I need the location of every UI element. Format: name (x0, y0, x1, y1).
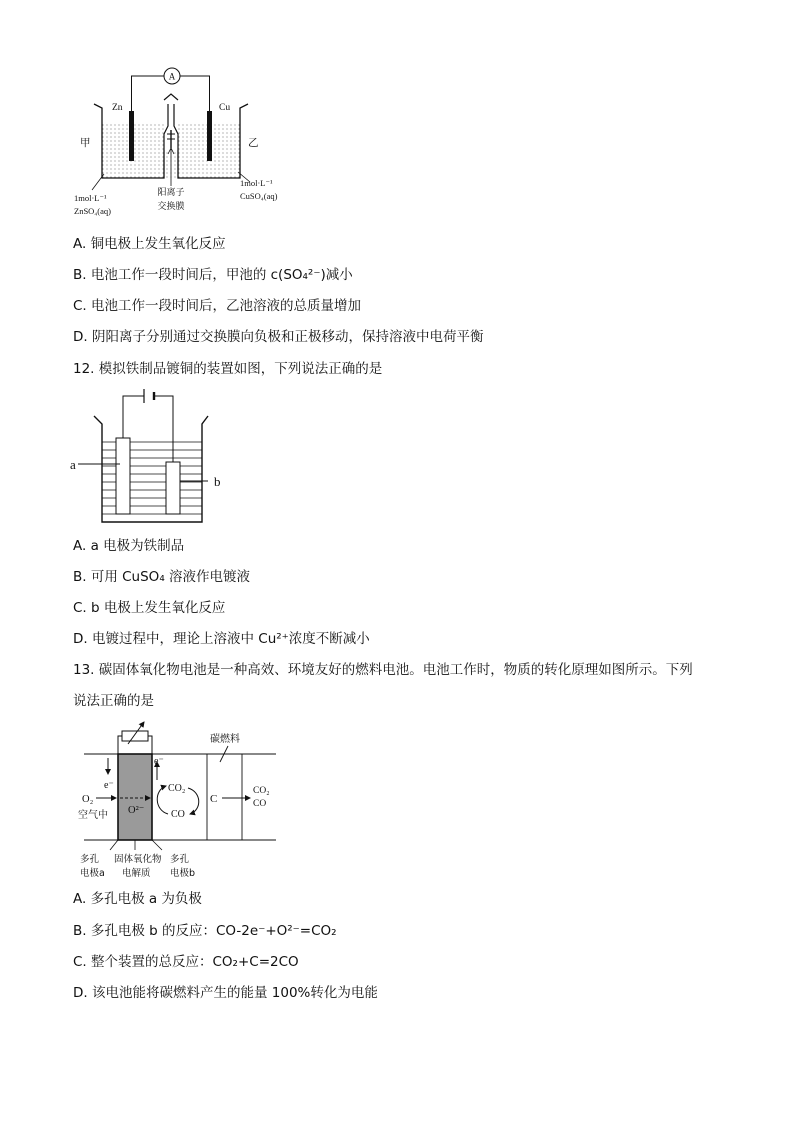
resistor-icon (122, 731, 148, 741)
electroplating-figure (68, 386, 238, 528)
svg-text:CO: CO (171, 809, 185, 820)
galvanic-cell-figure (70, 64, 310, 224)
q12-option-a: A. a 电极为铁制品 (73, 538, 185, 554)
q11-option-b: B. 电池工作一段时间后，甲池的 c(SO₄²⁻)减小 (73, 267, 353, 283)
svg-text:O²⁻: O²⁻ (128, 805, 145, 816)
svg-text:1mol·L⁻¹: 1mol·L⁻¹ (240, 178, 273, 188)
q13-option-c: C. 整个装置的总反应：CO₂+C=2CO (73, 954, 299, 970)
svg-text:CuSO₄(aq): CuSO₄(aq) (240, 191, 278, 201)
svg-text:A: A (168, 71, 176, 82)
q12-option-c: C. b 电极上发生氧化反应 (73, 600, 226, 616)
q12-stem: 12. 模拟铁制品镀铜的装置如图，下列说法正确的是 (73, 361, 383, 377)
q11-option-d: D. 阴阳离子分别通过交换膜向负极和正极移动，保持溶液中电荷平衡 (73, 329, 484, 345)
svg-text:Zn: Zn (112, 103, 123, 113)
svg-text:CO₂: CO₂ (168, 783, 186, 794)
svg-text:e⁻: e⁻ (104, 780, 114, 791)
svg-text:b: b (214, 474, 221, 489)
svg-text:电极b: 电极b (170, 868, 196, 879)
q11-option-a: A. 铜电极上发生氧化反应 (73, 236, 226, 252)
q13-stem-line2: 说法正确的是 (73, 693, 154, 709)
q13-option-b: B. 多孔电极 b 的反应：CO-2e⁻+O²⁻=CO₂ (73, 923, 337, 939)
svg-text:甲: 甲 (80, 137, 91, 149)
svg-text:多孔: 多孔 (170, 854, 190, 865)
cu-electrode (207, 111, 212, 161)
svg-text:交换膜: 交换膜 (157, 202, 185, 212)
svg-text:阳离子: 阳离子 (157, 188, 185, 198)
q12-option-d: D. 电镀过程中，理论上溶液中 Cu²⁺浓度不断减小 (73, 631, 370, 647)
q13-option-a: A. 多孔电极 a 为负极 (73, 891, 202, 907)
svg-text:a: a (70, 457, 76, 472)
svg-text:CO: CO (253, 799, 267, 809)
svg-text:Cu: Cu (219, 103, 231, 113)
svg-text:e⁻: e⁻ (154, 756, 164, 767)
svg-text:CO₂: CO₂ (253, 786, 270, 796)
svg-text:碳燃料: 碳燃料 (210, 734, 240, 745)
q13-option-d: D. 该电池能将碳燃料产生的能量 100%转化为电能 (73, 985, 378, 1001)
svg-text:空气中: 空气中 (78, 810, 108, 821)
svg-text:电解质: 电解质 (122, 868, 151, 879)
q12-option-b: B. 可用 CuSO₄ 溶液作电镀液 (73, 569, 251, 585)
carbon-fuel-cell-figure (70, 716, 280, 882)
q13-stem-line1: 13. 碳固体氧化物电池是一种高效、环境友好的燃料电池。电池工作时，物质的转化原理如图所示。下列 (73, 662, 693, 678)
svg-text:多孔: 多孔 (80, 854, 100, 865)
svg-text:O₂: O₂ (82, 794, 94, 805)
svg-text:ZnSO₄(aq): ZnSO₄(aq) (74, 206, 111, 216)
solid-electrolyte (118, 754, 152, 840)
electrode-b (166, 462, 180, 514)
svg-text:1mol·L⁻¹: 1mol·L⁻¹ (74, 193, 107, 203)
svg-text:C: C (210, 793, 218, 805)
svg-text:电极a: 电极a (80, 868, 105, 879)
electrode-a (116, 438, 130, 514)
svg-text:固体氧化物: 固体氧化物 (114, 854, 162, 865)
q11-option-c: C. 电池工作一段时间后，乙池溶液的总质量增加 (73, 298, 362, 314)
svg-text:乙: 乙 (248, 137, 259, 149)
zn-electrode (129, 111, 134, 161)
